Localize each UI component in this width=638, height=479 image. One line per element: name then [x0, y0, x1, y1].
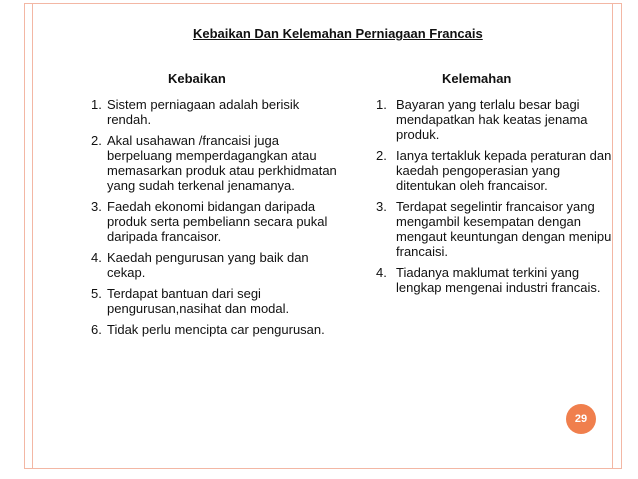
list-item	[91, 322, 341, 337]
frame-inner-line-left	[32, 3, 33, 469]
slide-title: Kebaikan Dan Kelemahan Perniagaan Francais	[193, 26, 483, 41]
item-number: 2.	[376, 148, 387, 163]
list-item	[376, 199, 616, 259]
list-item	[376, 265, 616, 295]
item-text: Tiadanya maklumat terkini yang lengkap mengenai industri francais.	[396, 265, 601, 295]
kebaikan-list	[91, 97, 341, 343]
item-number: 4.	[91, 250, 102, 265]
kelemahan-header: Kelemahan	[442, 71, 512, 86]
list-item	[376, 97, 616, 142]
page-number-badge: 29	[566, 404, 596, 434]
item-text: Terdapat bantuan dari segi pengurusan,nasihat dan modal.	[107, 286, 290, 316]
item-number: 1.	[376, 97, 387, 112]
list-item	[91, 133, 341, 193]
list-item	[376, 148, 616, 193]
item-text: Ianya tertakluk kepada peraturan dan kaedah pengoperasian yang ditentukan oleh francaisor.	[396, 148, 612, 193]
list-item	[91, 286, 341, 316]
item-number: 1.	[91, 97, 102, 112]
kebaikan-header: Kebaikan	[168, 71, 226, 86]
item-text: Tidak perlu mencipta car pengurusan.	[107, 322, 325, 337]
item-number: 5.	[91, 286, 102, 301]
item-text: Faedah ekonomi bidangan daripada produk serta pembeliann secara pukal daripada francaisor.	[107, 199, 328, 244]
list-item	[91, 199, 341, 244]
item-number: 3.	[376, 199, 387, 214]
item-text: Sistem perniagaan adalah berisik rendah.	[107, 97, 300, 127]
item-number: 3.	[91, 199, 102, 214]
item-number: 6.	[91, 322, 102, 337]
kelemahan-list	[376, 97, 616, 301]
list-item	[91, 97, 341, 127]
item-text: Bayaran yang terlalu besar bagi mendapatkan hak keatas jenama produk.	[396, 97, 588, 142]
list-item	[91, 250, 341, 280]
item-text: Terdapat segelintir francaisor yang mengambil kesempatan dengan mengaut keuntungan dengan menipu francaisi.	[396, 199, 612, 259]
item-text: Kaedah pengurusan yang baik dan cekap.	[107, 250, 309, 280]
item-text: Akal usahawan /francaisi juga berpeluang memperdagangkan atau memasarkan produk atau perkhidmatan yang sudah terkenal jenamanya.	[107, 133, 337, 193]
item-number: 4.	[376, 265, 387, 280]
item-number: 2.	[91, 133, 102, 148]
